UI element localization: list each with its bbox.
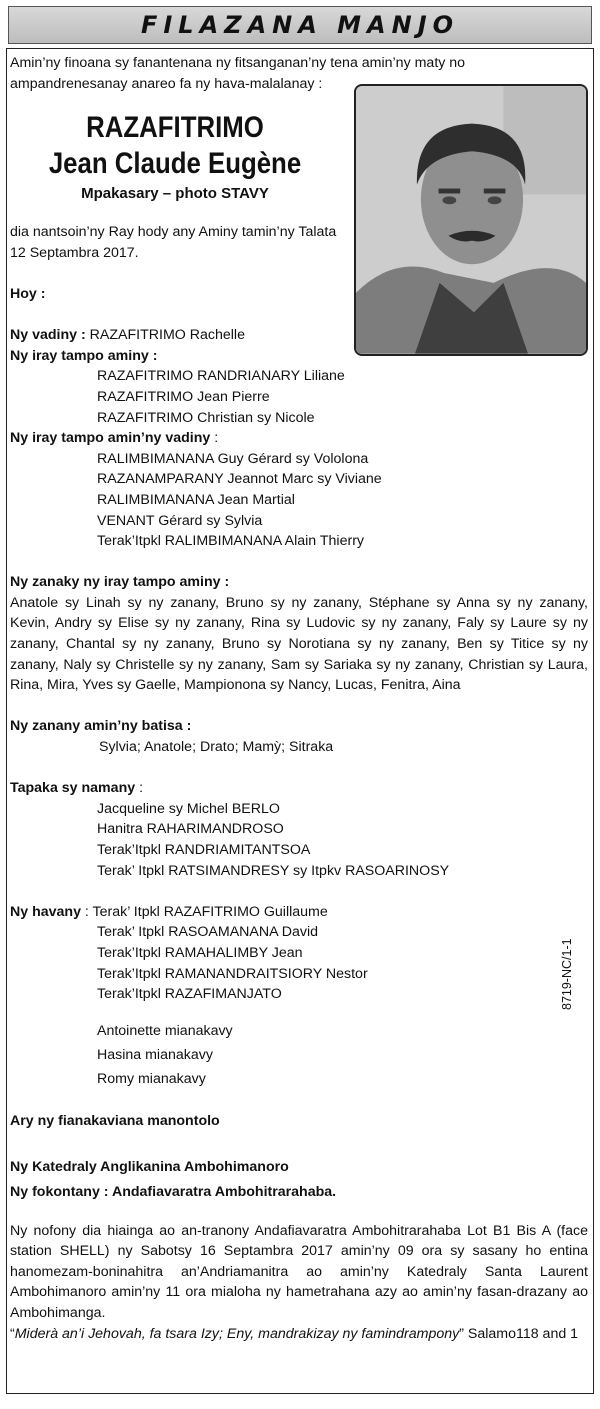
sibling-name: RAZAFITRIMO Jean Pierre [97,388,270,405]
photo-credit: Mpakasary – photo STAVY [81,185,269,203]
verse-quote: Miderà an’i Jehovah, fa tsara Izy; Eny, mandrakizay ny famindrampony [14,1325,460,1342]
sibling-name: RAZAFITRIMO RANDRIANARY Liliane [97,368,345,385]
relative-name: Terak’ Itpkl RASOAMANANA David [97,924,319,941]
in-law-name: VENANT Gérard sy Sylvia [97,512,263,529]
widow-label: Ny vadiny : [10,327,86,344]
widow-name: RAZAFITRIMO Rachelle [89,327,245,344]
in-law-name: Terak’Itpkl RALIMBIMANANA Alain Thierry [97,533,365,550]
cousin-name: Terak’Itpkl RANDRIAMITANTSOA [97,842,311,858]
notice-body [10,53,588,1344]
nephews-text: Anatole sy Linah sy ny zanany, Bruno sy ny zanany, Stéphane sy Anna sy ny zanany, Kevin, Andry sy Elise sy ny zanany, Rina sy Ludovic sy ny zanany, Faly sy Laure sy ny zanany, Chantal sy ny zanany, Bruno sy Norotiana sy ny zanany, Ben sy Titice sy ny zanany, Naly sy Christelle sy ny zanany, Sam sy Sariaka sy ny zanany, Christian sy Laura, Rina, Mira, Yves sy Gaelle, Mampionona sy Nancy, Lucas, Fenitra, Aina [10,594,588,694]
sibling-name: RAZAFITRIMO Christian sy Nicole [97,409,315,426]
relative-name: Terak’Itpkl RAMAHALIMBY Jean [97,944,303,961]
deceased-name-block [10,110,340,206]
cousins-label: Tapaka sy namany [10,780,136,797]
relatives-heading [10,902,588,923]
relative-name: Terak’Itpkl RAMANANDRAITSIORY Nestor [97,965,368,982]
intro-text: Amin’ny finoana sy fanantenana ny fitsanganan’ny tena amin’ny maty no ampandrenesanay anareo fa ny hava-malalanay : [10,55,466,92]
families-line: Ary ny fianakaviana manontolo [10,1112,220,1129]
cousins-heading [10,778,588,799]
cousins-colon: : [135,780,144,797]
nephews-label: Ny zanaky ny iray tampo aminy : [10,574,230,591]
in-law-name: RAZANAMPARANY Jeannot Marc sy Viviane [97,471,382,488]
notice-title: FILAZANA MANJO [140,11,460,39]
ad-reference-code: 8719-NC/1-1 [560,938,574,1010]
relatives-label: Ny havany [10,903,81,920]
notice-header [8,6,592,44]
cousin-name: Jacqueline sy Michel BERLO [97,800,280,817]
verse-ref: Salamo118 and 1 [463,1325,579,1342]
siblings-label: Ny iray tampo aminy : [10,347,158,364]
verse-line: “Miderà an’i Jehovah, fa tsara Izy; Eny, mandrakizay ny famindrampony” Salamo118 and 1 [10,1325,579,1342]
cousin-name: Terak’ Itpkl RATSIMANDRESY sy Itpkv RASOARINOSY [97,862,450,879]
deceased-surname: RAZAFITRIMO [86,111,264,145]
in-laws-label: Ny iray tampo amin’ny vadiny [10,430,211,447]
in-law-name: RALIMBIMANANA Jean Martial [97,491,295,508]
godchildren-names: Sylvia; Anatole; Drato; Mamỳ; Sitraka [99,739,334,756]
widow-line [10,325,588,346]
relative-extra: Romy mianakavy [97,1070,206,1087]
service-text: Ny nofony dia hiainga ao an-tranony Andafiavaratra Ambohitrarahaba Lot B1 Bis A (face station SHELL) ny Sabotsy 16 Septambra 2017 amin’ny 09 ora sy sasany ho entina hanomezam-boninahitra an’Andriamanitra ao amin’ny Katedraly Santa Laurent Ambohimanoro amin’ny 11 ora mialoha ny hametrahana azy ao amin’ny fasan-drazany ao Ambohimanga. [10,1222,588,1321]
relative-extra: Antoinette mianakavy [97,1022,233,1039]
in-laws-colon: : [210,430,219,447]
relatives-first: : Terak’ Itpkl RAZAFITRIMO Guillaume [80,903,328,920]
relative-extra: Hasina mianakavy [97,1046,213,1063]
godchildren-label: Ny zanany amin’ny batisa : [10,718,192,735]
deceased-given-names: Jean Claude Eugène [48,147,302,181]
passing-date-text: dia nantsoin’ny Ray hody any Aminy tamin’ny Talata 12 Septambra 2017. [10,224,337,261]
in-law-name: RALIMBIMANANA Guy Gérard sy Vololona [97,450,369,467]
cousin-name: Hanitra RAHARIMANDROSO [97,821,284,838]
in-laws-heading [10,428,588,449]
relative-name: Terak’Itpkl RAZAFIMANJATO [97,986,282,1003]
fokontany-line: Ny fokontany : Andafiavaratra Ambohitrarahaba. [10,1183,337,1200]
hoy-label: Hoy : [10,285,46,302]
church-line: Ny Katedraly Anglikanina Ambohimanoro [10,1159,289,1176]
